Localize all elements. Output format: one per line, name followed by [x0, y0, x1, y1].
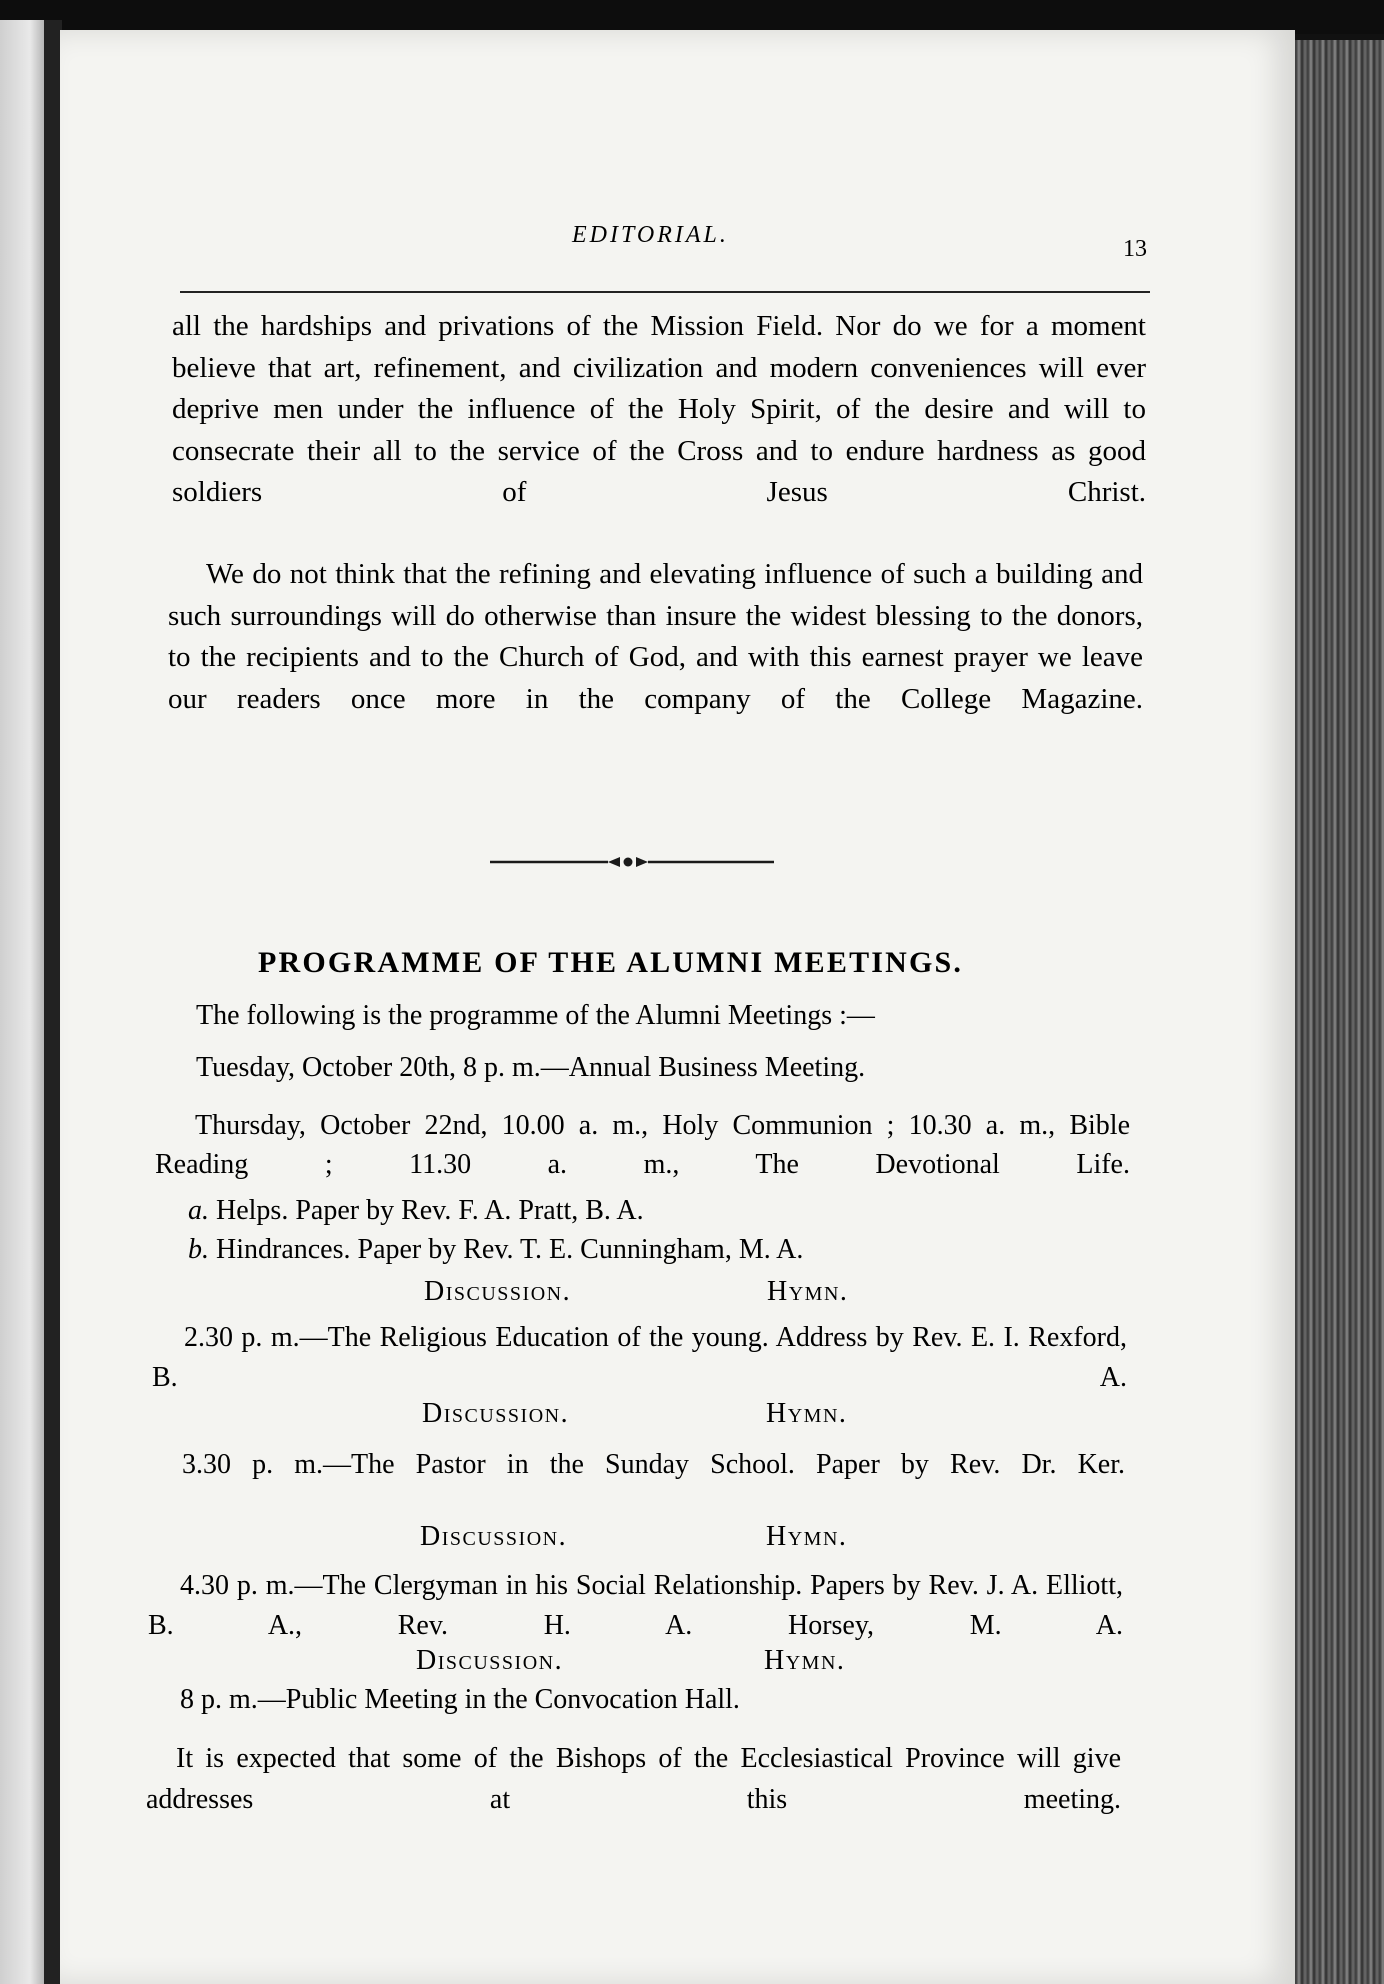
item-b: [188, 1234, 803, 1266]
header-rule: [180, 291, 1150, 293]
item-b-text: Hindrances. Paper by Rev. T. E. Cunningham, M. A.: [216, 1234, 804, 1265]
session-330: 3.30 p. m.—The Pastor in the Sunday School. Paper by Rev. Dr. Ker.: [182, 1449, 1125, 1480]
session-8pm: 8 p. m.—Public Meeting in the Convocation Hall.: [180, 1684, 740, 1715]
session-430: 4.30 p. m.—The Clergyman in his Social Relationship. Papers by Rev. J. A. Elliott, B. A., Rev. H. A. Horsey, M. A.: [148, 1570, 1123, 1641]
session-230: 2.30 p. m.—The Religious Education of the young. Address by Rev. E. I. Rexford, B. A.: [152, 1322, 1127, 1393]
programme-intro: The following is the programme of the Alumni Meetings :—: [196, 1000, 875, 1031]
item-a-letter: a.: [188, 1195, 209, 1226]
scan-top-border: [0, 0, 1384, 34]
page-edges: [1290, 40, 1384, 1984]
programme-heading: PROGRAMME OF THE ALUMNI MEETINGS.: [258, 946, 964, 979]
editorial-paragraph-1: all the hardships and privations of the Mission Field. Nor do we for a moment believe that art, refinement, and civilization and modern conveniences will ever deprive men under the influence of the Holy Spirit, of the desire and will to consecrate their all to the service of the Cross and to endure hardness as good soldiers of Jesus Christ.: [172, 310, 1146, 508]
page-number: 13: [1123, 236, 1147, 262]
section-divider-ornament: [490, 852, 774, 872]
hymn-label: Hymn.: [764, 1645, 846, 1676]
editorial-paragraph-2: We do not think that the refining and elevating influence of such a building and such surroundings will do otherwise than insure the widest blessing to the donors, to the recipients and to the Church of God, and with this earnest prayer we leave our readers once more in the company of the College Magazine.: [168, 558, 1143, 715]
hymn-label: Hymn.: [766, 1398, 848, 1429]
hymn-label: Hymn.: [767, 1276, 849, 1307]
tuesday-entry: Tuesday, October 20th, 8 p. m.—Annual Business Meeting.: [196, 1052, 866, 1083]
item-a: [188, 1195, 644, 1227]
discussion-label: Discussion.: [416, 1645, 564, 1676]
item-a-text: Helps. Paper by Rev. F. A. Pratt, B. A.: [216, 1195, 644, 1226]
discussion-label: Discussion.: [424, 1276, 572, 1307]
thursday-entry: Thursday, October 22nd, 10.00 a. m., Holy Communion ; 10.30 a. m., Bible Reading ; 11.30 a. m., The Devotional Life.: [155, 1110, 1130, 1180]
hymn-label: Hymn.: [766, 1521, 848, 1552]
discussion-label: Discussion.: [420, 1521, 568, 1552]
item-b-letter: b.: [188, 1234, 209, 1265]
running-head: EDITORIAL.: [572, 222, 729, 248]
closing-note: It is expected that some of the Bishops of the Ecclesiastical Province will give addresses at this meeting.: [146, 1743, 1121, 1815]
discussion-label: Discussion.: [422, 1398, 570, 1429]
